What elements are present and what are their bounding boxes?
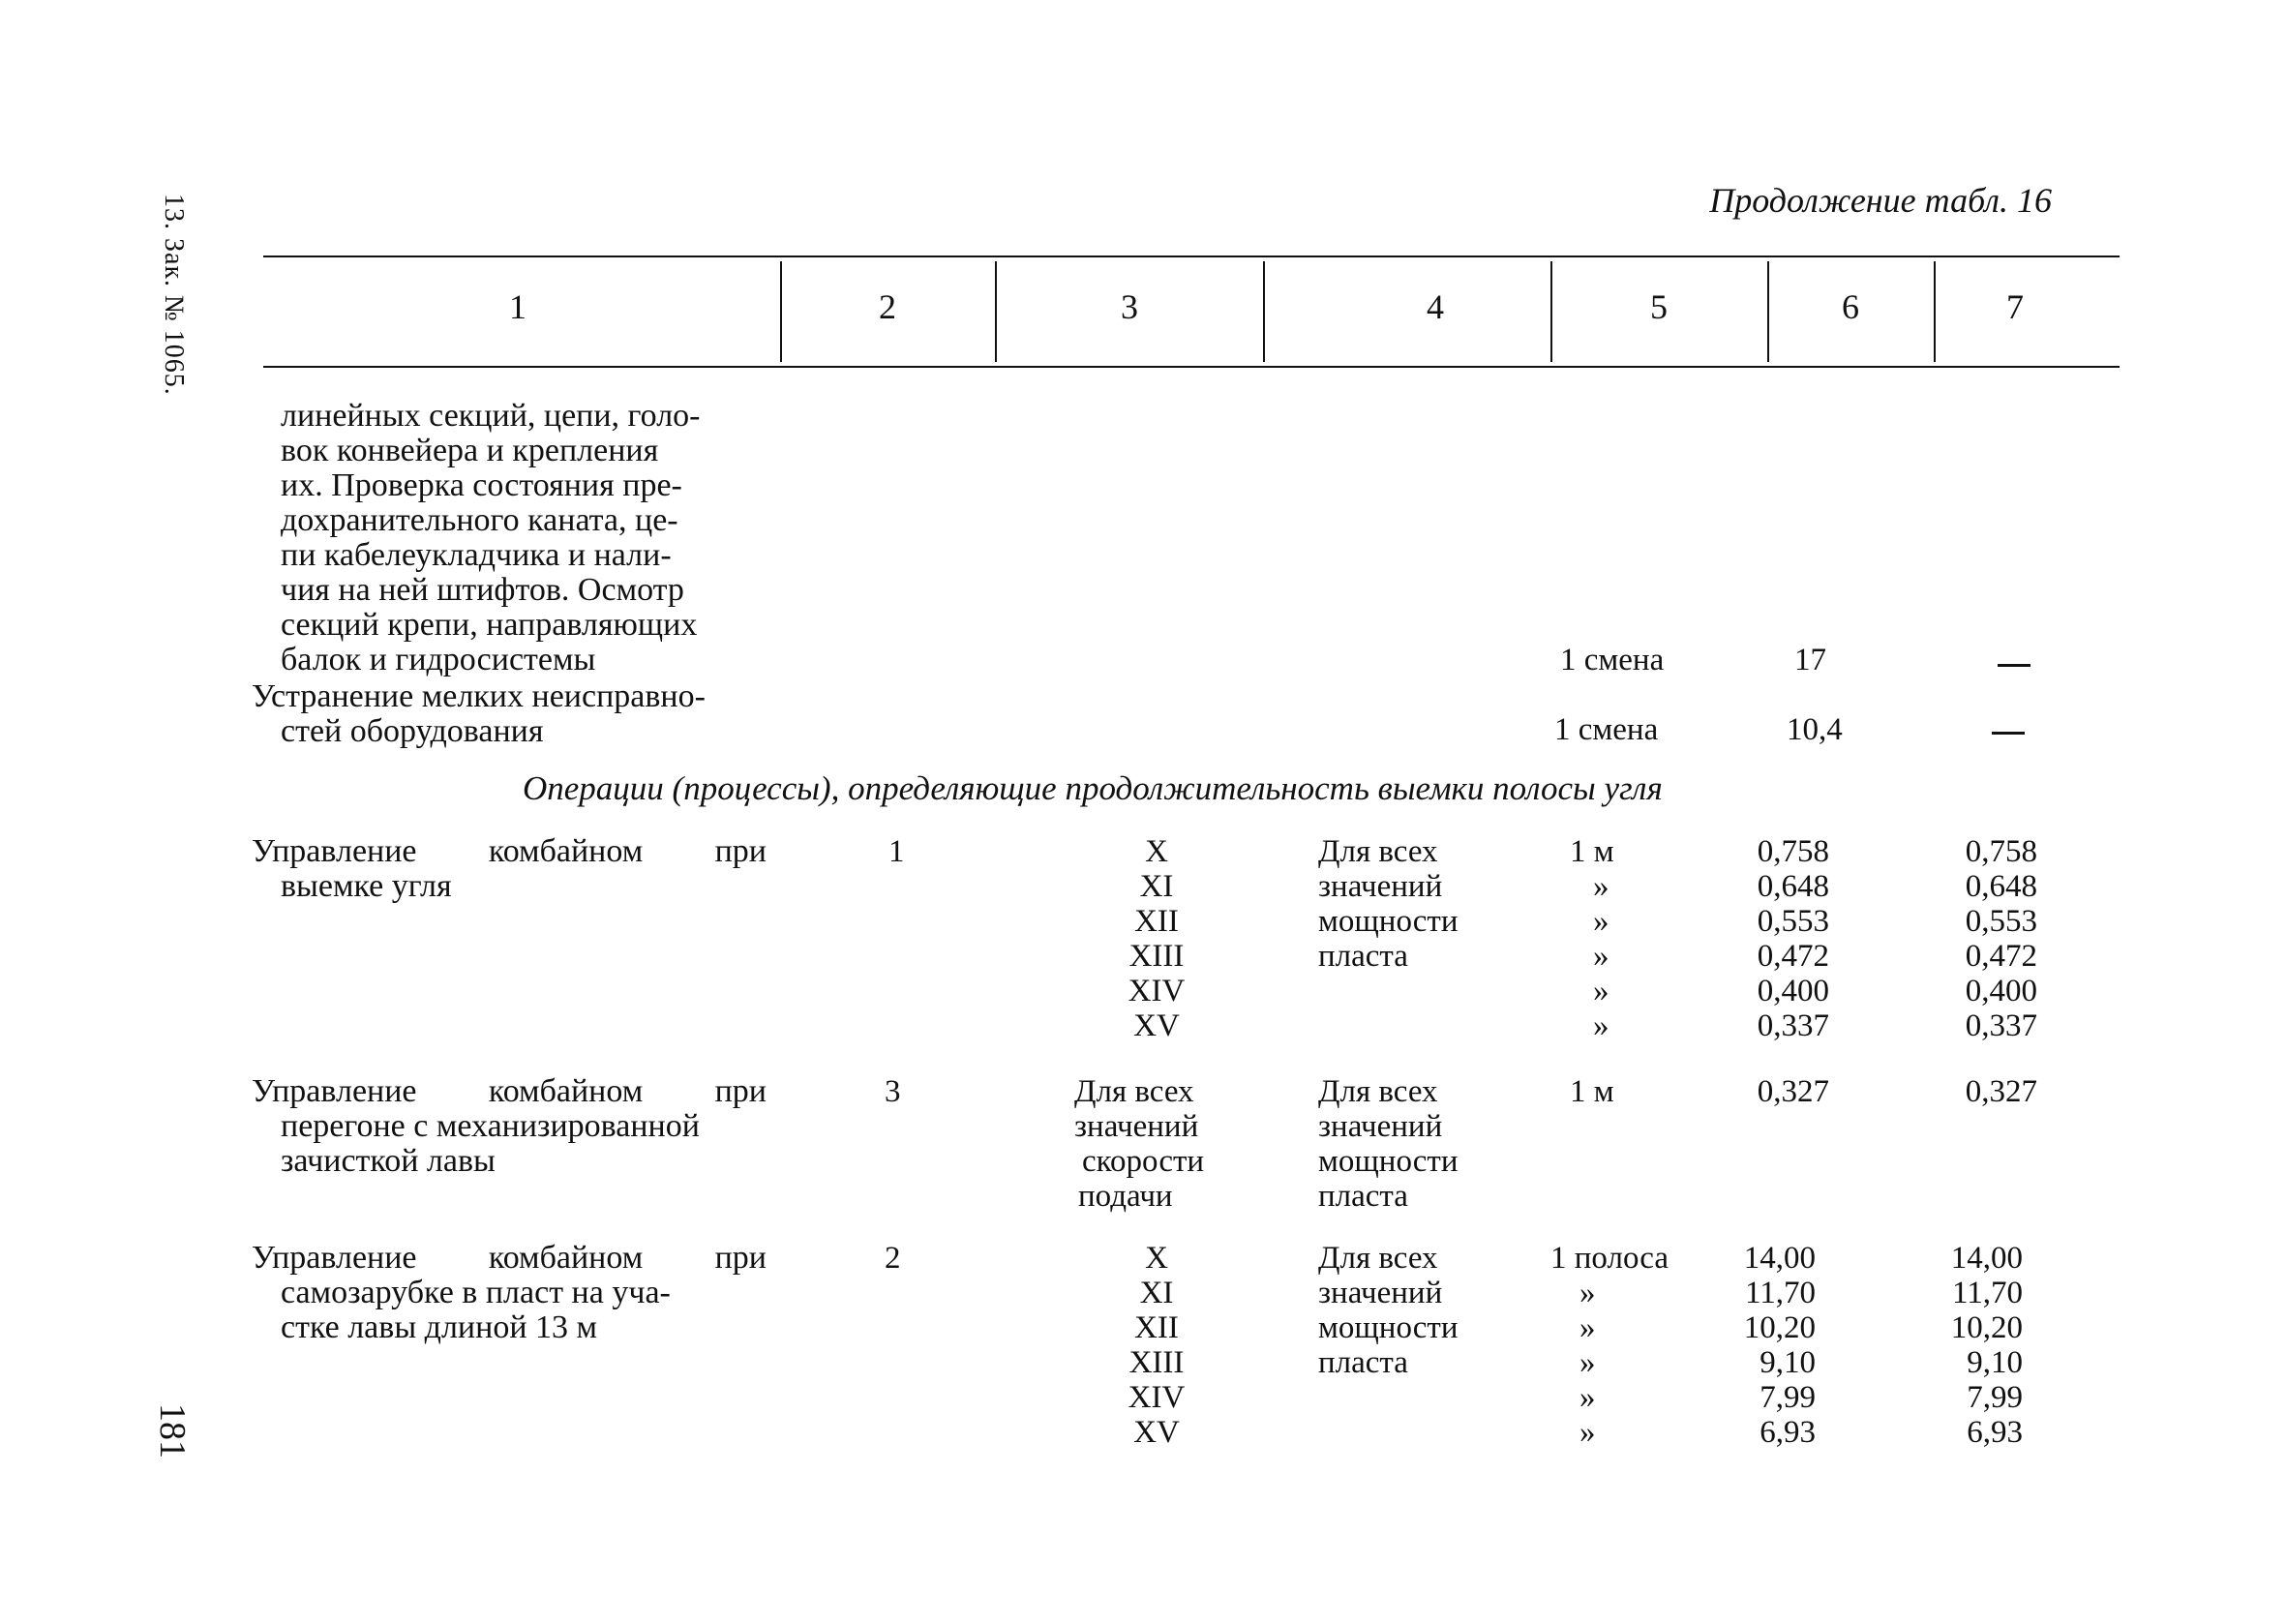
- row-2-name: Управление комбайном при перегоне с механизированной зачисткой лавы: [252, 1073, 767, 1179]
- table-header-rule: [263, 366, 2120, 368]
- continued-description: линейных секций, цепи, голо- вок конвейера и крепления их. Проверка состояния пре- дохранительного каната, це- пи кабелеукладчика и нали- чия на ней штифтов. Осмотр секций крепи, направляющих балок и гидросистемы: [281, 398, 701, 677]
- col-separator: [995, 261, 997, 362]
- row-1-col5: 1 м » » » » »: [1570, 834, 1614, 1043]
- col-separator: [1263, 261, 1265, 362]
- column-header-2: 2: [879, 287, 896, 326]
- row-1-name: Управление комбайном при выемке угля: [252, 833, 767, 904]
- row-1-col7: 0,758 0,648 0,553 0,472 0,400 0,337: [1965, 834, 2037, 1043]
- continued-row-dash: [1998, 664, 2030, 667]
- table-caption: Продолжение табл. 16: [1709, 181, 2052, 220]
- row-1-col6: 0,758 0,648 0,553 0,472 0,400 0,337: [1757, 834, 1829, 1043]
- row-3-name: Управление комбайном при самозарубке в пласт на уча- стке лавы длиной 13 м: [252, 1240, 767, 1345]
- row-1-col2: 1: [888, 834, 905, 869]
- row-3-col6: 14,00 11,70 10,20 9,10 7,99 6,93: [1743, 1241, 1816, 1450]
- col-separator: [1767, 261, 1769, 362]
- row-3-col4: Для всех значений мощности пласта: [1318, 1241, 1459, 1380]
- row-1-col4: Для всех значений мощности пласта: [1318, 834, 1459, 974]
- row-2-col5: 1 м: [1570, 1074, 1614, 1109]
- side-note: 13. Зак. № 1065.: [159, 194, 189, 396]
- repair-row-value: 10,4: [1787, 712, 1843, 747]
- column-header-3: 3: [1121, 287, 1138, 326]
- row-2-col6: 0,327: [1757, 1074, 1829, 1109]
- repair-row-dash: [1992, 732, 2025, 735]
- row-3-col7: 14,00 11,70 10,20 9,10 7,99 6,93: [1950, 1241, 2023, 1450]
- continued-row-value: 17: [1794, 643, 1826, 677]
- row-2-col4: Для всех значений мощности пласта: [1318, 1074, 1459, 1214]
- column-header-6: 6: [1842, 287, 1859, 326]
- repair-row-name: Устранение мелких неисправно- стей оборудования: [252, 678, 706, 749]
- col-separator: [1550, 261, 1552, 362]
- section-title: Операции (процессы), определяющие продолжительность выемки полосы угля: [523, 769, 1663, 807]
- row-3-col3: X XI XII XIII XIV XV: [1128, 1241, 1186, 1450]
- page-number: 181: [152, 1403, 193, 1459]
- column-header-7: 7: [2006, 287, 2024, 326]
- col-separator: [780, 261, 782, 362]
- row-2-col3: Для всех значений скорости подачи: [1074, 1074, 1205, 1214]
- repair-row-unit: 1 смена: [1554, 712, 1659, 747]
- row-3-col2: 2: [885, 1241, 901, 1276]
- column-header-4: 4: [1427, 287, 1444, 326]
- table-top-rule: [263, 256, 2120, 257]
- row-2-col2: 3: [885, 1074, 901, 1109]
- row-3-col5: 1 полоса » » » » »: [1550, 1241, 1669, 1450]
- column-header-5: 5: [1650, 287, 1668, 326]
- column-header-1: 1: [509, 287, 526, 326]
- row-2-col7: 0,327: [1965, 1074, 2037, 1109]
- row-1-col3: X XI XII XIII XIV XV: [1128, 834, 1186, 1043]
- col-separator: [1934, 261, 1936, 362]
- continued-row-unit: 1 смена: [1560, 643, 1665, 677]
